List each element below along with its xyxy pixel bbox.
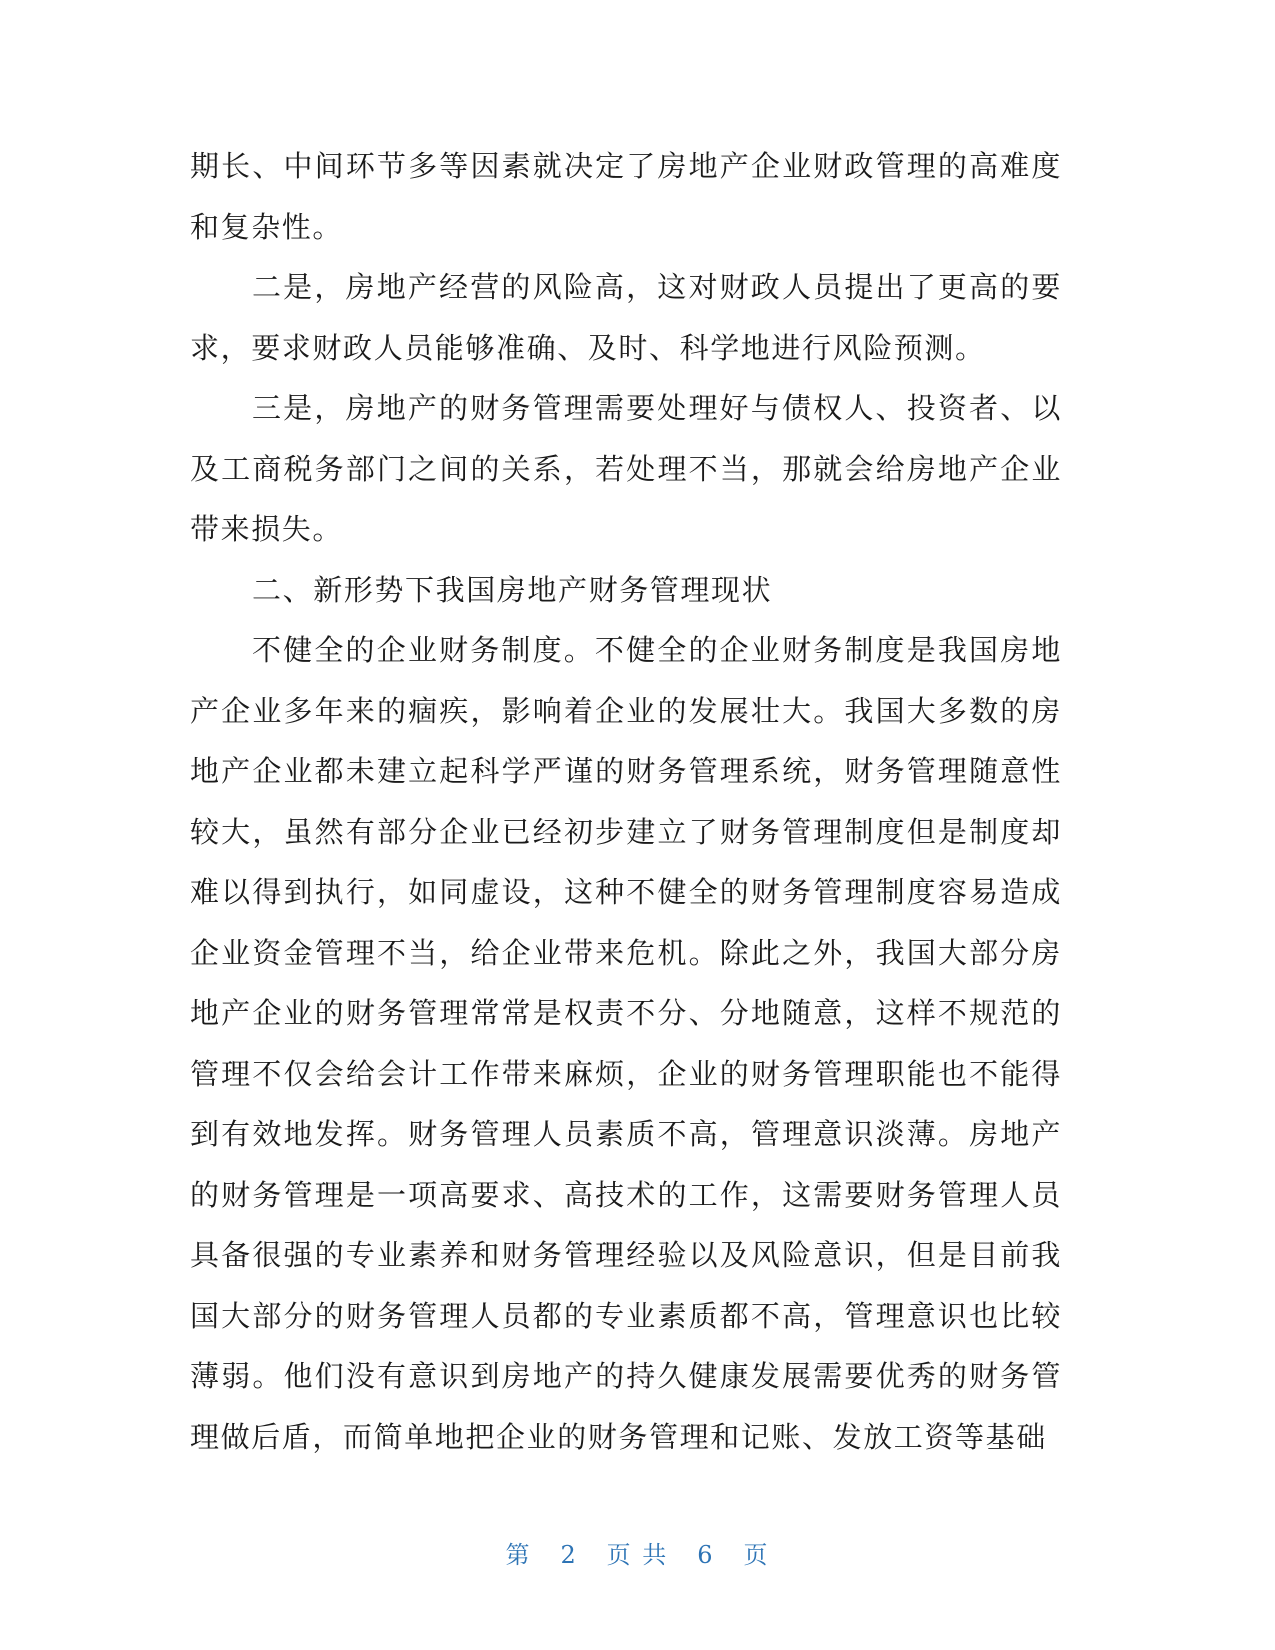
section-heading: 二、新形势下我国房地产财务管理现状 xyxy=(252,572,773,607)
footer-prefix: 第 xyxy=(505,1541,532,1569)
paragraph-point-three: 三是，房地产的财务管理需要处理好与债权人、投资者、以及工商税务部门之间的关系，若处理不当，那就会给房地产企业带来损失。 xyxy=(190,391,1062,546)
footer-total-pages: 6 xyxy=(697,1541,715,1569)
document-body xyxy=(190,136,1062,1467)
paragraph-point-two: 二是，房地产经营的风险高，这对财政人员提出了更高的要求，要求财政人员能够准确、及时、科学地进行风险预测。 xyxy=(190,270,1062,365)
footer-current-page: 2 xyxy=(560,1541,578,1569)
page-footer xyxy=(0,1540,1275,1570)
footer-suffix: 页 xyxy=(743,1541,770,1569)
paragraph-current-status: 不健全的企业财务制度。不健全的企业财务制度是我国房地产企业多年来的痼疾，影响着企业的发展壮大。我国大多数的房地产企业都未建立起科学严谨的财务管理系统，财务管理随意性较大，虽然有部分企业已经初步建立了财务管理制度但是制度却难以得到执行，如同虚设，这种不健全的财务管理制度容易造成企业资金管理不当，给企业带来危机。除此之外，我国大部分房地产企业的财务管理常常是权责不分、分地随意，这样不规范的管理不仅会给会计工作带来麻烦，企业的财务管理职能也不能得到有效地发挥。财务管理人员素质不高，管理意识淡薄。房地产的财务管理是一项高要求、高技术的工作，这需要财务管理人员具备很强的专业素养和财务管理经验以及风险意识，但是目前我国大部分的财务管理人员都的专业素质都不高，管理意识也比较薄弱。他们没有意识到房地产的持久健康发展需要优秀的财务管理做后盾，而简单地把企业的财务管理和记账、发放工资等基础 xyxy=(190,633,1062,1454)
footer-middle: 页 共 xyxy=(606,1541,669,1569)
paragraph-continuation: 期长、中间环节多等因素就决定了房地产企业财政管理的高难度和复杂性。 xyxy=(190,149,1062,244)
